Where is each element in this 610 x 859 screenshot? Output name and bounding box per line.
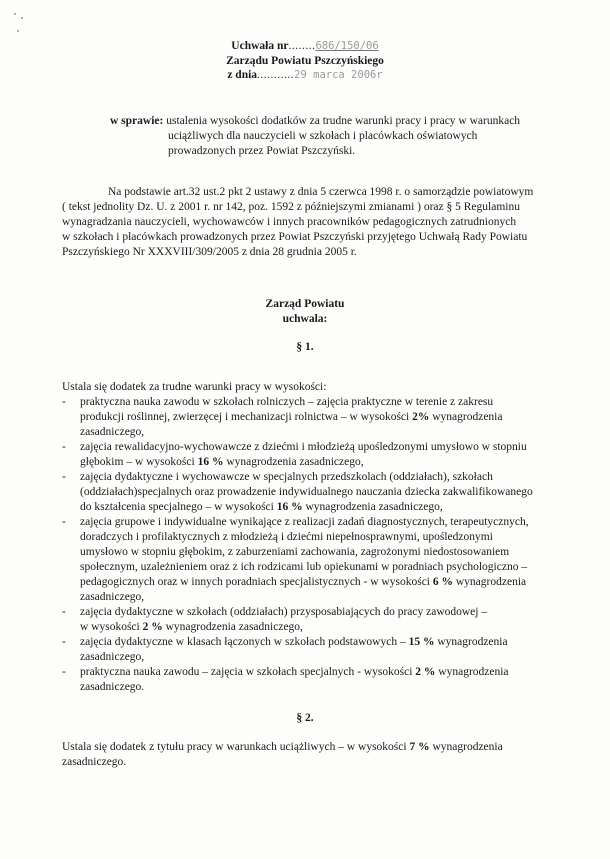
resolves-heading: uchwala: bbox=[282, 313, 328, 325]
item-line: doradczych i profilaktycznych z młodzieżą i dziećmi niepełnosprawnymi, upośledzonymi bbox=[80, 531, 493, 543]
item-line: zasadniczego, bbox=[80, 591, 145, 603]
resolution-number-stamp: 686/150/06 bbox=[315, 40, 379, 52]
list-item bbox=[62, 635, 582, 665]
title-prefix: Uchwała nr bbox=[231, 40, 289, 52]
allowance-list bbox=[62, 395, 582, 695]
item-line: umysłowo w stopniu głębokim, z zaburzeniami zachowania, zagrożonymi niedostosowaniem bbox=[80, 546, 510, 558]
section-1-intro: Ustala się dodatek za trudne warunki pracy w wysokości: bbox=[62, 381, 327, 393]
list-dash: - bbox=[62, 516, 66, 528]
item-line: wynagrodzenia bbox=[453, 576, 527, 588]
list-dash: - bbox=[62, 666, 66, 678]
basis-line: Pszczyńskiego Nr XXXVIII/309/2005 z dnia 28 grudnia 2005 r. bbox=[62, 246, 357, 258]
resolution-title bbox=[0, 40, 610, 53]
item-line: zajęcia dydaktyczne w klasach łączonych w szkołach podstawowych – bbox=[80, 636, 409, 648]
allowance-percent: 7 % bbox=[409, 741, 430, 753]
section-2-heading: § 2. bbox=[296, 712, 314, 724]
allowance-percent: 15 % bbox=[408, 636, 435, 648]
item-line: wynagrodzenia zasadniczego, bbox=[223, 456, 364, 468]
scan-speck bbox=[21, 17, 23, 19]
allowance-percent: 16 % bbox=[276, 501, 303, 513]
item-line: w wysokości bbox=[80, 621, 143, 633]
allowance-percent: 2 % bbox=[142, 621, 163, 633]
item-line: zasadniczego. bbox=[80, 681, 145, 693]
date-dots: ........... bbox=[257, 69, 295, 81]
list-item bbox=[62, 605, 582, 635]
item-line: wynagrodzenia bbox=[429, 411, 503, 423]
item-line: do kształcenia specjalnego – w wysokości bbox=[80, 501, 277, 513]
item-line: wynagrodzenia bbox=[434, 636, 508, 648]
item-line: zajęcia dydaktyczne i wychowawcze w specjalnych przedszkolach (oddziałach), szkołach bbox=[80, 471, 493, 483]
scan-speck bbox=[14, 13, 16, 15]
section-2-line: Ustala się dodatek z tytułu pracy w warunkach uciążliwych – w wysokości bbox=[62, 741, 410, 753]
list-dash: - bbox=[62, 606, 66, 618]
list-dash: - bbox=[62, 471, 66, 483]
scan-speck bbox=[17, 30, 19, 32]
item-line: zajęcia dydaktyczne w szkołach (oddziałach) przysposabiających do pracy zawodowej – bbox=[80, 606, 488, 618]
list-item bbox=[62, 395, 582, 440]
list-item bbox=[62, 470, 582, 515]
item-line: wynagrodzenia zasadniczego, bbox=[162, 621, 303, 633]
section-1-heading: § 1. bbox=[296, 341, 314, 353]
basis-line: wynagradzania nauczycieli, wychowawców i innych pracowników pedagogicznych zatrudnionych bbox=[62, 216, 517, 228]
basis-line: Na podstawie art.32 ust.2 pkt 2 ustawy z dnia 5 czerwca 1998 r. o samorządzie powiatowym bbox=[108, 186, 534, 198]
item-line: zajęcia grupowe i indywidualne wynikające z realizacji zadań diagnostycznych, terapeutycznych, bbox=[80, 516, 529, 528]
item-line: głębokim – w wysokości bbox=[80, 456, 198, 468]
allowance-percent: 6 % bbox=[432, 576, 453, 588]
subject-label: w sprawie: bbox=[110, 115, 164, 127]
date-prefix: z dnia bbox=[227, 69, 258, 81]
list-item bbox=[62, 515, 582, 605]
allowance-percent: 2 % bbox=[415, 666, 436, 678]
list-dash: - bbox=[62, 636, 66, 648]
list-dash: - bbox=[62, 396, 66, 408]
section-2-line: zasadniczego. bbox=[62, 756, 127, 768]
item-line: produkcji roślinnej, zwierzęcej i mechanizacji rolnictwa – w wysokości bbox=[80, 411, 413, 423]
item-line: wynagrodzenia bbox=[435, 666, 509, 678]
subject-line: prowadzonych przez Powiat Pszczyński. bbox=[168, 145, 356, 157]
basis-line: w szkołach i placówkach prowadzonych przez Powiat Pszczyński przyjętego Uchwałą Rady Powiatu bbox=[62, 231, 528, 243]
item-line: wynagrodzenia zasadniczego, bbox=[302, 501, 443, 513]
item-line: społecznym, uzależnieniem oraz z ich rodzicami lub opiekunami w poradniach psychologiczno – bbox=[80, 561, 528, 573]
section-2-text bbox=[62, 740, 572, 770]
date-stamp: 29 marca 2006r bbox=[294, 69, 383, 81]
item-line: (oddziałach)specjalnych oraz prowadzenie indywidualnego nauczania dziecka zakwalifikowanego bbox=[80, 486, 533, 498]
allowance-percent: 2% bbox=[412, 411, 430, 423]
item-line: zasadniczego, bbox=[80, 426, 145, 438]
item-line: praktyczna nauka zawodu w szkołach rolniczych – zajęcia praktyczne w terenie z zakresu bbox=[80, 396, 494, 408]
resolution-date bbox=[0, 69, 610, 82]
board-heading: Zarząd Powiatu bbox=[265, 298, 345, 310]
subject-line: uciążliwych dla nauczycieli w szkołach i placówkach oświatowych bbox=[168, 130, 478, 142]
item-line: zasadniczego, bbox=[80, 651, 145, 663]
list-dash: - bbox=[62, 441, 66, 453]
legal-basis bbox=[62, 185, 572, 260]
item-line: pedagogicznych oraz w innych poradniach specjalistycznych - w wysokości bbox=[80, 576, 433, 588]
section-2-line: wynagrodzenia bbox=[429, 741, 503, 753]
list-item bbox=[62, 665, 582, 695]
allowance-percent: 16 % bbox=[197, 456, 224, 468]
item-line: zajęcia rewalidacyjno-wychowawcze z dziećmi i młodzieżą upośledzonymi umysłowo w stopniu bbox=[80, 441, 527, 453]
basis-line: ( tekst jednolity Dz. U. z 2001 r. nr 142, poz. 1592 z późniejszymi zmianami ) oraz § 5 Regulaminu bbox=[62, 201, 520, 213]
board-name: Zarządu Powiatu Pszczyńskiego bbox=[226, 55, 384, 67]
list-item bbox=[62, 440, 582, 470]
subject-line: ustalenia wysokości dodatków za trudne warunki pracy i pracy w warunkach bbox=[166, 115, 521, 127]
title-dots: ........ bbox=[288, 40, 316, 52]
subject-block bbox=[110, 114, 580, 159]
item-line: praktyczna nauka zawodu – zajęcia w szkołach specjalnych - wysokości bbox=[80, 666, 416, 678]
